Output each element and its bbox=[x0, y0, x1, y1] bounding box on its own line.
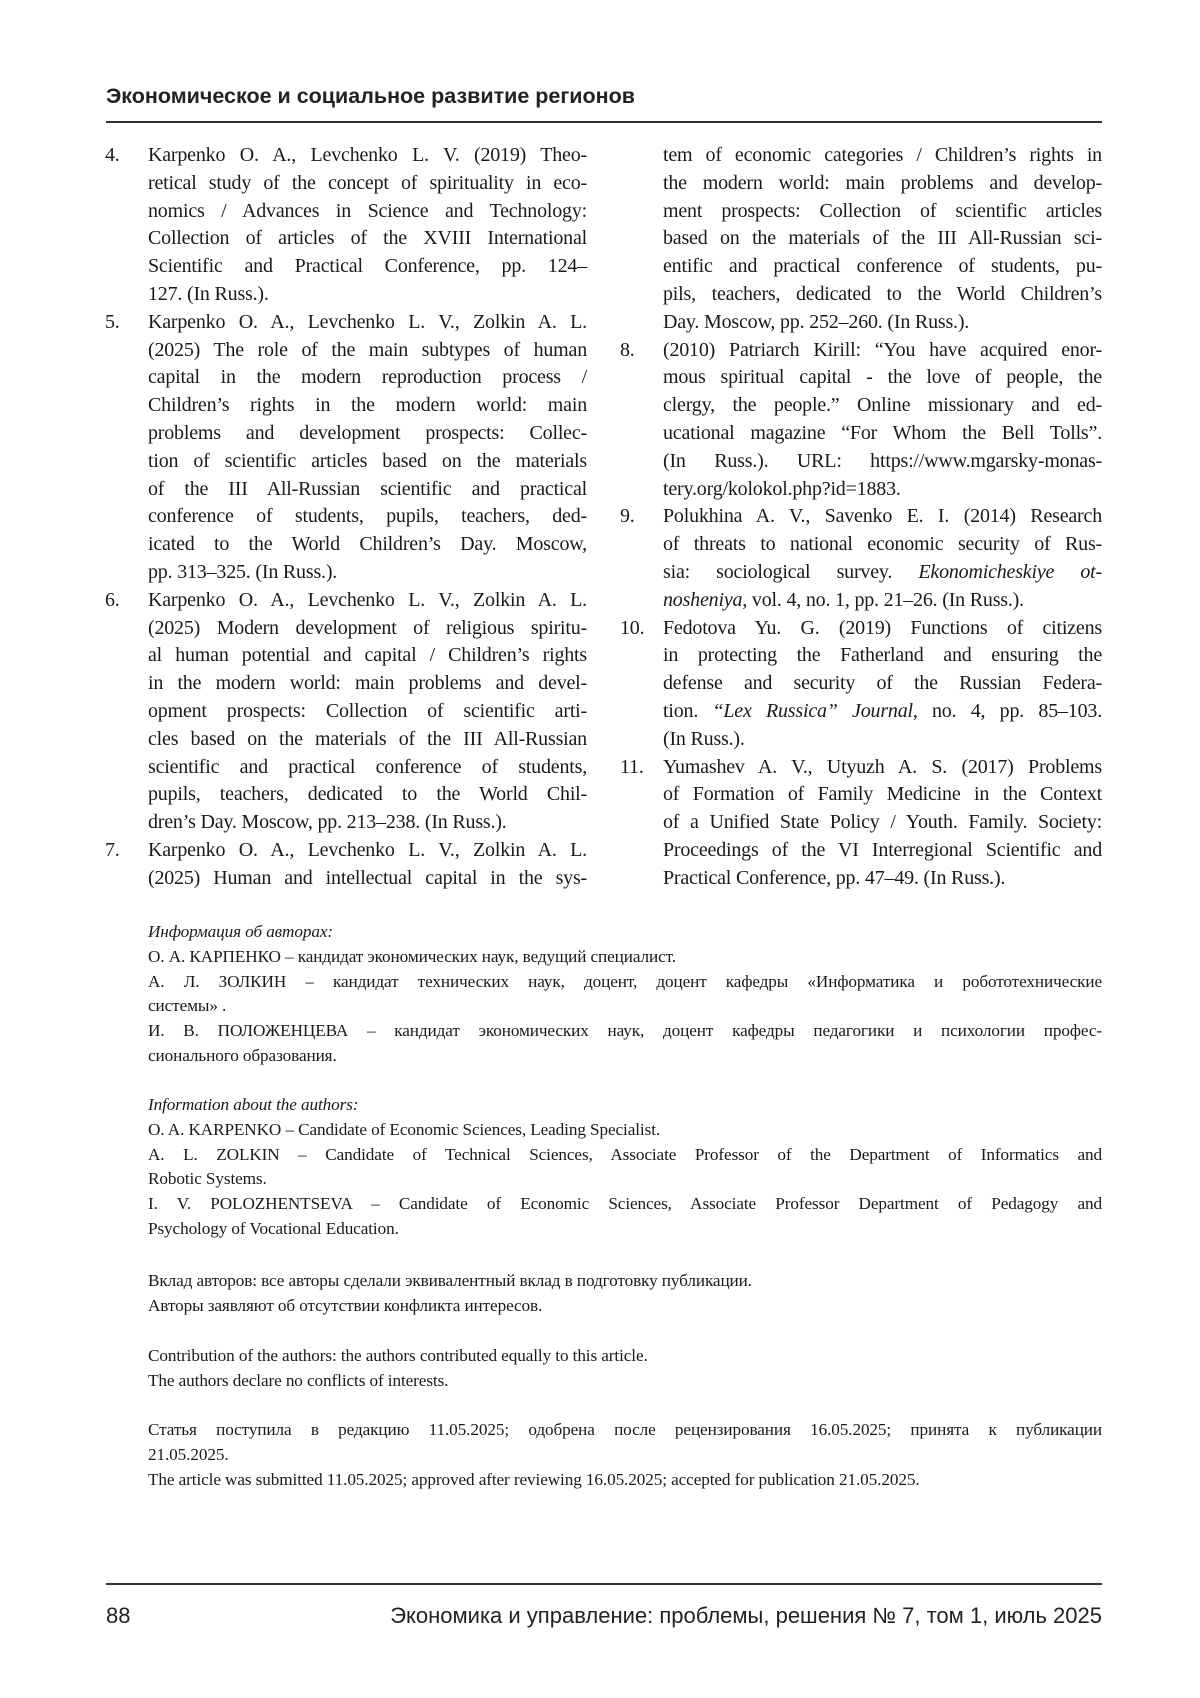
text: icated to the World Children’s Day. Moscow, bbox=[148, 533, 587, 555]
reference-line bbox=[148, 503, 587, 531]
text: defense and security of the Russian Federa- bbox=[663, 672, 1102, 694]
text: in protecting the Fatherland and ensuring the bbox=[663, 644, 1102, 666]
text: dren’s Day. Moscow, pp. 213–238. (In Russ.). bbox=[148, 811, 507, 833]
text: Polukhina A. V., Savenko E. I. (2014) Research bbox=[663, 505, 1102, 527]
reference-line bbox=[148, 809, 587, 837]
reference-line bbox=[148, 337, 587, 365]
text: (2010) Patriarch Kirill: “You have acquired enor- bbox=[663, 339, 1102, 361]
info-line: Contribution of the authors: the authors contributed equally to this article. bbox=[148, 1344, 1102, 1369]
reference-line bbox=[148, 142, 587, 170]
reference-line bbox=[148, 754, 587, 782]
text: mous spiritual capital - the love of people, the bbox=[663, 366, 1102, 388]
text: capital in the modern reproduction process / bbox=[148, 366, 587, 388]
info-line: O. A. KARPENKO – Candidate of Economic Sciences, Leading Specialist. bbox=[148, 1118, 1102, 1143]
reference-line bbox=[663, 531, 1102, 559]
text: based on the materials of the III All-Russian sci- bbox=[663, 227, 1102, 249]
text: cles based on the materials of the III All-Russian bbox=[148, 728, 587, 750]
info-line: 21.05.2025. bbox=[148, 1443, 1102, 1468]
text: retical study of the concept of spirituality in eco- bbox=[148, 172, 587, 194]
reference-line bbox=[663, 754, 1102, 782]
reference-line bbox=[148, 253, 587, 281]
info-line: Статья поступила в редакцию 11.05.2025; одобрена после рецензирования 16.05.2025; принята к публикации bbox=[148, 1418, 1102, 1443]
info-line: Авторы заявляют об отсутствии конфликта интересов. bbox=[148, 1294, 1102, 1319]
reference-line bbox=[663, 698, 1102, 726]
reference-line bbox=[148, 420, 587, 448]
text: sia: sociological survey. bbox=[663, 561, 918, 583]
reference-line bbox=[663, 642, 1102, 670]
reference-line bbox=[663, 198, 1102, 226]
text: tion. bbox=[663, 700, 712, 722]
text: Karpenko O. A., Levchenko L. V., Zolkin A. L. bbox=[148, 589, 587, 611]
italic-text: Ekonomicheskiye ot- bbox=[918, 561, 1102, 583]
reference-line bbox=[148, 198, 587, 226]
reference-line bbox=[663, 476, 1102, 504]
reference-line bbox=[148, 448, 587, 476]
text: Karpenko O. A., Levchenko L. V. (2019) Theo- bbox=[148, 144, 587, 166]
text: the modern world: main problems and develop- bbox=[663, 172, 1102, 194]
reference-line bbox=[148, 559, 587, 587]
info-line: I. V. POLOZHENTSEVA – Candidate of Economic Sciences, Associate Professor Department of Pedagogy and bbox=[148, 1192, 1102, 1217]
reference-number: 10. bbox=[620, 615, 644, 643]
reference-line bbox=[148, 225, 587, 253]
text: Fedotova Yu. G. (2019) Functions of citizens bbox=[663, 617, 1102, 639]
text: , no. 4, pp. 85–103. bbox=[913, 700, 1102, 722]
running-title: Экономическое и социальное развитие регионов bbox=[106, 84, 635, 109]
header-rule bbox=[106, 121, 1102, 123]
text: Proceedings of the VI Interregional Scientific and bbox=[663, 839, 1102, 861]
text: al human potential and capital / Children’s rights bbox=[148, 644, 587, 666]
text: opment prospects: Collection of scientific arti- bbox=[148, 700, 587, 722]
contribution-en bbox=[148, 1344, 1102, 1394]
text: tery.org/kolokol.php?id=1883. bbox=[663, 478, 901, 500]
info-line: И. В. ПОЛОЖЕНЦЕВА – кандидат экономических наук, доцент кафедры педагогики и психологии профес- bbox=[148, 1019, 1102, 1044]
reference-line bbox=[663, 865, 1102, 893]
info-heading: Информация об авторах: bbox=[148, 920, 1102, 945]
text: pils, teachers, dedicated to the World Children’s bbox=[663, 283, 1102, 305]
reference-line bbox=[148, 698, 587, 726]
info-heading: Information about the authors: bbox=[148, 1093, 1102, 1118]
article-dates bbox=[148, 1418, 1102, 1492]
italic-text: “Lex Russica” Journal bbox=[712, 700, 912, 722]
text: pp. 313–325. (In Russ.). bbox=[148, 561, 337, 583]
reference-line bbox=[148, 781, 587, 809]
text: Practical Conference, pp. 47–49. (In Russ.). bbox=[663, 867, 1005, 889]
text: 127. (In Russ.). bbox=[148, 283, 269, 305]
text: nomics / Advances in Science and Technology: bbox=[148, 200, 587, 222]
text: pupils, teachers, dedicated to the World Chil- bbox=[148, 783, 587, 805]
reference-item bbox=[105, 587, 587, 837]
text: Karpenko O. A., Levchenko L. V., Zolkin A. L. bbox=[148, 311, 587, 333]
reference-item bbox=[620, 142, 1102, 337]
reference-line bbox=[148, 170, 587, 198]
text: of the III All-Russian scientific and practical bbox=[148, 478, 587, 500]
reference-line bbox=[148, 281, 587, 309]
italic-text: nosheniya bbox=[663, 589, 742, 611]
text: entific and practical conference of students, pu- bbox=[663, 255, 1102, 277]
reference-line bbox=[663, 364, 1102, 392]
text: of threats to national economic security of Rus- bbox=[663, 533, 1102, 555]
reference-line bbox=[148, 476, 587, 504]
info-line: системы» . bbox=[148, 994, 1102, 1019]
reference-line bbox=[148, 309, 587, 337]
reference-item bbox=[105, 837, 587, 893]
reference-line bbox=[663, 142, 1102, 170]
text: clergy, the people.” Online missionary and ed- bbox=[663, 394, 1102, 416]
text: scientific and practical conference of students, bbox=[148, 756, 587, 778]
reference-line bbox=[663, 503, 1102, 531]
text: ment prospects: Collection of scientific articles bbox=[663, 200, 1102, 222]
reference-line bbox=[663, 170, 1102, 198]
reference-line bbox=[663, 253, 1102, 281]
reference-line bbox=[148, 865, 587, 893]
info-line: О. А. КАРПЕНКО – кандидат экономических наук, ведущий специалист. bbox=[148, 945, 1102, 970]
references-left-column bbox=[105, 142, 587, 893]
text: of a Unified State Policy / Youth. Family. Society: bbox=[663, 811, 1102, 833]
reference-line bbox=[148, 726, 587, 754]
reference-line bbox=[148, 615, 587, 643]
text: (2025) Modern development of religious spiritu- bbox=[148, 617, 587, 639]
reference-line bbox=[663, 448, 1102, 476]
reference-line bbox=[663, 281, 1102, 309]
text: tem of economic categories / Children’s rights in bbox=[663, 144, 1102, 166]
journal-footer: Экономика и управление: проблемы, решения № 7, том 1, июль 2025 bbox=[390, 1603, 1102, 1629]
reference-line bbox=[663, 670, 1102, 698]
reference-number: 4. bbox=[105, 142, 120, 170]
info-line: Robotic Systems. bbox=[148, 1167, 1102, 1192]
reference-number: 11. bbox=[620, 754, 644, 782]
reference-number: 7. bbox=[105, 837, 120, 865]
info-line: А. Л. ЗОЛКИН – кандидат технических наук, доцент, доцент кафедры «Информатика и робототехнические bbox=[148, 970, 1102, 995]
references-right-column bbox=[620, 142, 1102, 893]
reference-line bbox=[148, 587, 587, 615]
info-line: сионального образования. bbox=[148, 1044, 1102, 1069]
text: , vol. 4, no. 1, pp. 21–26. (In Russ.). bbox=[742, 589, 1024, 611]
reference-line bbox=[663, 837, 1102, 865]
reference-line bbox=[663, 615, 1102, 643]
footer-rule bbox=[106, 1583, 1102, 1585]
reference-number: 8. bbox=[620, 337, 635, 365]
reference-line bbox=[663, 781, 1102, 809]
reference-line bbox=[148, 642, 587, 670]
text: tion of scientific articles based on the materials bbox=[148, 450, 587, 472]
text: Yumashev A. V., Utyuzh A. S. (2017) Problems bbox=[663, 756, 1102, 778]
reference-item bbox=[620, 503, 1102, 614]
reference-item bbox=[105, 309, 587, 587]
text: Day. Moscow, pp. 252–260. (In Russ.). bbox=[663, 311, 969, 333]
text: ucational magazine “For Whom the Bell Tolls”. bbox=[663, 422, 1102, 444]
text: (In Russ.). bbox=[663, 728, 745, 750]
reference-line bbox=[663, 225, 1102, 253]
info-line: Psychology of Vocational Education. bbox=[148, 1217, 1102, 1242]
reference-item bbox=[105, 142, 587, 309]
info-line: Вклад авторов: все авторы сделали эквивалентный вклад в подготовку публикации. bbox=[148, 1269, 1102, 1294]
reference-line bbox=[663, 559, 1102, 587]
text: Children’s rights in the modern world: main bbox=[148, 394, 587, 416]
text: of Formation of Family Medicine in the Context bbox=[663, 783, 1102, 805]
text: Scientific and Practical Conference, pp. 124– bbox=[148, 255, 587, 277]
text: Karpenko O. A., Levchenko L. V., Zolkin A. L. bbox=[148, 839, 587, 861]
reference-line bbox=[663, 392, 1102, 420]
reference-line bbox=[148, 364, 587, 392]
reference-line bbox=[663, 587, 1102, 615]
reference-item bbox=[620, 615, 1102, 754]
reference-number: 6. bbox=[105, 587, 120, 615]
text: conference of students, pupils, teachers, ded- bbox=[148, 505, 587, 527]
text: Collection of articles of the XVIII International bbox=[148, 227, 587, 249]
text: in the modern world: main problems and devel- bbox=[148, 672, 587, 694]
info-line: The authors declare no conflicts of interests. bbox=[148, 1369, 1102, 1394]
reference-line bbox=[663, 309, 1102, 337]
text: (2025) The role of the main subtypes of human bbox=[148, 339, 587, 361]
reference-item bbox=[620, 754, 1102, 893]
reference-number: 5. bbox=[105, 309, 120, 337]
contribution-ru bbox=[148, 1269, 1102, 1319]
text: problems and development prospects: Collec- bbox=[148, 422, 587, 444]
info-line: A. L. ZOLKIN – Candidate of Technical Sciences, Associate Professor of the Department of Informatics and bbox=[148, 1143, 1102, 1168]
reference-item bbox=[620, 337, 1102, 504]
authors-info-ru bbox=[148, 920, 1102, 1069]
info-line: The article was submitted 11.05.2025; approved after reviewing 16.05.2025; accepted for publication 21.05.2025. bbox=[148, 1468, 1102, 1493]
authors-info-en bbox=[148, 1093, 1102, 1242]
reference-line bbox=[148, 670, 587, 698]
page-number: 88 bbox=[106, 1603, 130, 1629]
reference-number: 9. bbox=[620, 503, 635, 531]
text: (2025) Human and intellectual capital in the sys- bbox=[148, 867, 587, 889]
text: (In Russ.). URL: https://www.mgarsky-monas- bbox=[663, 450, 1102, 472]
reference-line bbox=[663, 726, 1102, 754]
reference-line bbox=[663, 337, 1102, 365]
reference-line bbox=[663, 809, 1102, 837]
reference-line bbox=[663, 420, 1102, 448]
reference-line bbox=[148, 392, 587, 420]
reference-line bbox=[148, 837, 587, 865]
reference-line bbox=[148, 531, 587, 559]
